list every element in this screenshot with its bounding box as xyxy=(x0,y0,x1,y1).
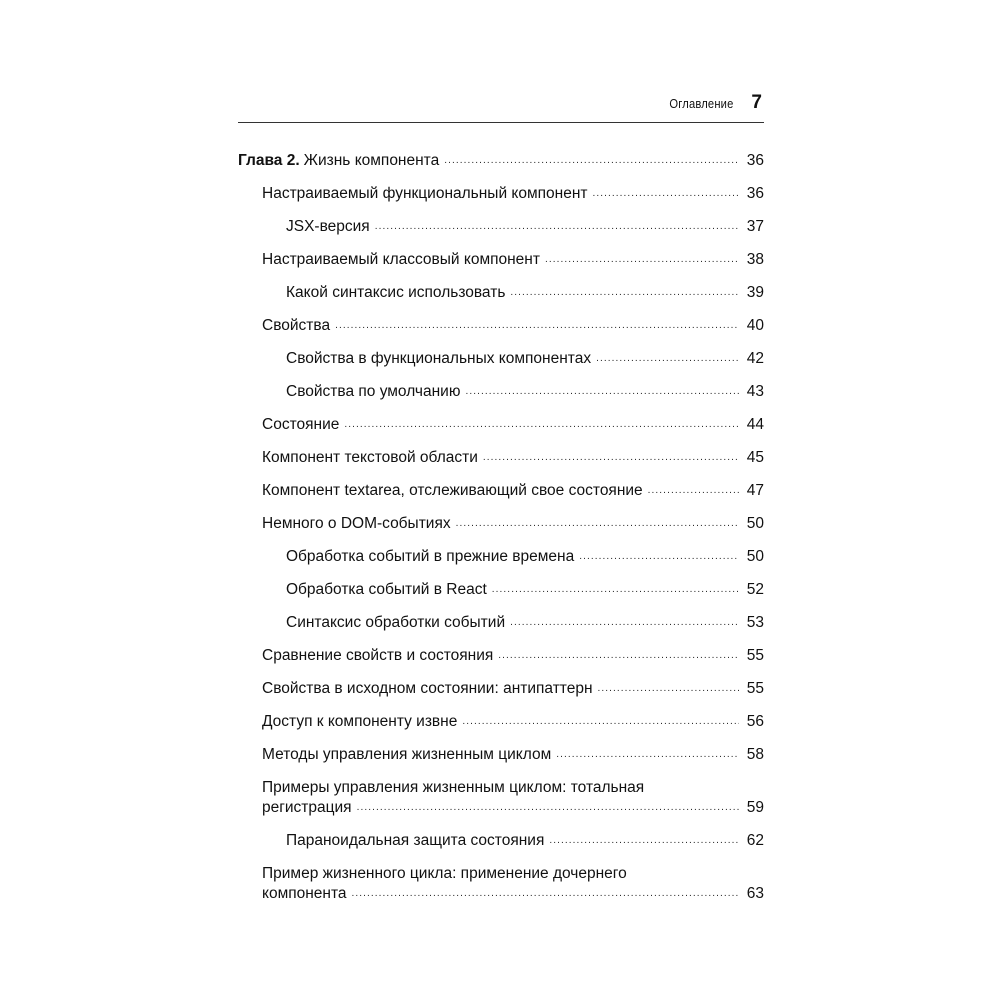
toc-entry-title: Параноидальная защита состояния xyxy=(286,832,545,849)
toc-entry[interactable] xyxy=(238,712,764,732)
dot-leader xyxy=(598,682,739,696)
toc-entry-page: 50 xyxy=(746,548,764,565)
dot-leader xyxy=(357,801,739,815)
toc-entry-title: Настраиваемый функциональный компонент xyxy=(262,185,588,202)
toc-entry[interactable] xyxy=(238,349,764,369)
header-rule xyxy=(238,122,764,123)
toc-entry[interactable] xyxy=(238,679,764,699)
toc-entry-title: Сравнение свойств и состояния xyxy=(262,647,494,664)
toc-entry-page: 42 xyxy=(746,350,764,367)
toc-entry[interactable] xyxy=(238,448,764,468)
toc-entry-chapter-2[interactable] xyxy=(238,151,764,171)
toc-entry-page: 55 xyxy=(746,647,764,664)
toc-entry-title: Свойства по умолчанию xyxy=(286,383,461,400)
dot-leader xyxy=(579,550,739,564)
toc-entry[interactable] xyxy=(238,547,764,567)
toc-entry[interactable] xyxy=(238,514,764,534)
toc-entry[interactable] xyxy=(238,481,764,501)
dot-leader xyxy=(444,154,739,168)
dot-leader xyxy=(648,484,739,498)
toc-entry-page: 43 xyxy=(746,383,764,400)
page-number: 7 xyxy=(751,92,762,113)
toc-entry-title: Обработка событий в прежние времена xyxy=(286,548,575,565)
toc-entry-page: 62 xyxy=(746,832,764,849)
dot-leader xyxy=(352,887,739,901)
toc-entry[interactable] xyxy=(238,415,764,435)
dot-leader xyxy=(456,517,739,531)
toc-entry[interactable] xyxy=(238,250,764,270)
toc-entry[interactable] xyxy=(238,382,764,402)
dot-leader xyxy=(510,616,739,630)
toc-entry-title: Доступ к компоненту извне xyxy=(262,713,458,730)
dot-leader xyxy=(498,649,739,663)
toc-entry-title: Методы управления жизненным циклом xyxy=(262,746,552,763)
toc-entry-title: Состояние xyxy=(262,416,340,433)
toc-entry-title: JSX-версия xyxy=(286,218,370,235)
toc-entry-page: 39 xyxy=(746,284,764,301)
toc-entry-page: 36 xyxy=(746,152,764,169)
dot-leader xyxy=(344,418,739,432)
dot-leader xyxy=(593,187,740,201)
toc-entry[interactable] xyxy=(238,316,764,336)
toc-entry-page: 44 xyxy=(746,416,764,433)
toc-entry-title: Синтаксис обработки событий xyxy=(286,614,506,631)
toc-entry-page: 59 xyxy=(746,799,764,816)
chapter-label: Глава 2. xyxy=(238,152,300,169)
toc-entry[interactable] xyxy=(238,646,764,666)
toc-entry[interactable] xyxy=(238,217,764,237)
dot-leader xyxy=(510,286,739,300)
toc-entry-title: Свойства в исходном состоянии: антипаттерн xyxy=(262,680,593,697)
dot-leader xyxy=(492,583,739,597)
toc-entry-title: регистрация xyxy=(262,799,352,816)
dot-leader xyxy=(556,748,739,762)
table-of-contents xyxy=(238,151,764,917)
toc-entry-page: 37 xyxy=(746,218,764,235)
toc-entry-page: 55 xyxy=(746,680,764,697)
toc-entry-title: Обработка событий в React xyxy=(286,581,487,598)
toc-entry-page: 52 xyxy=(746,581,764,598)
toc-entry-page: 56 xyxy=(746,713,764,730)
toc-entry-page: 38 xyxy=(746,251,764,268)
dot-leader xyxy=(596,352,739,366)
toc-entry-title: Свойства в функциональных компонентах xyxy=(286,350,592,367)
toc-entry[interactable] xyxy=(238,184,764,204)
toc-entry-page: 45 xyxy=(746,449,764,466)
toc-entry-title: компонента xyxy=(262,885,347,902)
running-title: Оглавление xyxy=(669,96,734,111)
toc-entry-multiline[interactable] xyxy=(238,778,764,818)
dot-leader xyxy=(465,385,739,399)
running-head xyxy=(238,92,764,118)
toc-entry-title: Настраиваемый классовый компонент xyxy=(262,251,540,268)
dot-leader xyxy=(549,834,739,848)
dot-leader xyxy=(462,715,739,729)
toc-entry-page: 53 xyxy=(746,614,764,631)
toc-entry-title: Компонент текстовой области xyxy=(262,449,478,466)
toc-entry-title: Какой синтаксис использовать xyxy=(286,284,506,301)
toc-entry-title-line1: Пример жизненного цикла: применение дочернего xyxy=(262,865,627,882)
toc-entry-title: Свойства xyxy=(262,317,331,334)
toc-entry-title: Компонент textarea, отслеживающий свое состояние xyxy=(262,482,643,499)
toc-entry-page: 47 xyxy=(746,482,764,499)
dot-leader xyxy=(545,253,739,267)
toc-entry[interactable] xyxy=(238,613,764,633)
toc-entry-page: 50 xyxy=(746,515,764,532)
toc-entry[interactable] xyxy=(238,831,764,851)
toc-entry-title: Жизнь компонента xyxy=(303,152,440,169)
toc-entry-title: Немного о DOM-событиях xyxy=(262,515,451,532)
toc-entry-title-line1: Примеры управления жизненным циклом: тотальная xyxy=(262,779,645,796)
toc-entry-page: 36 xyxy=(746,185,764,202)
toc-entry[interactable] xyxy=(238,580,764,600)
toc-entry-page: 63 xyxy=(746,885,764,902)
toc-entry-page: 58 xyxy=(746,746,764,763)
toc-entry-multiline[interactable] xyxy=(238,864,764,904)
dot-leader xyxy=(335,319,739,333)
dot-leader xyxy=(375,220,739,234)
toc-entry-page: 40 xyxy=(746,317,764,334)
toc-entry[interactable] xyxy=(238,745,764,765)
dot-leader xyxy=(483,451,739,465)
toc-entry[interactable] xyxy=(238,283,764,303)
